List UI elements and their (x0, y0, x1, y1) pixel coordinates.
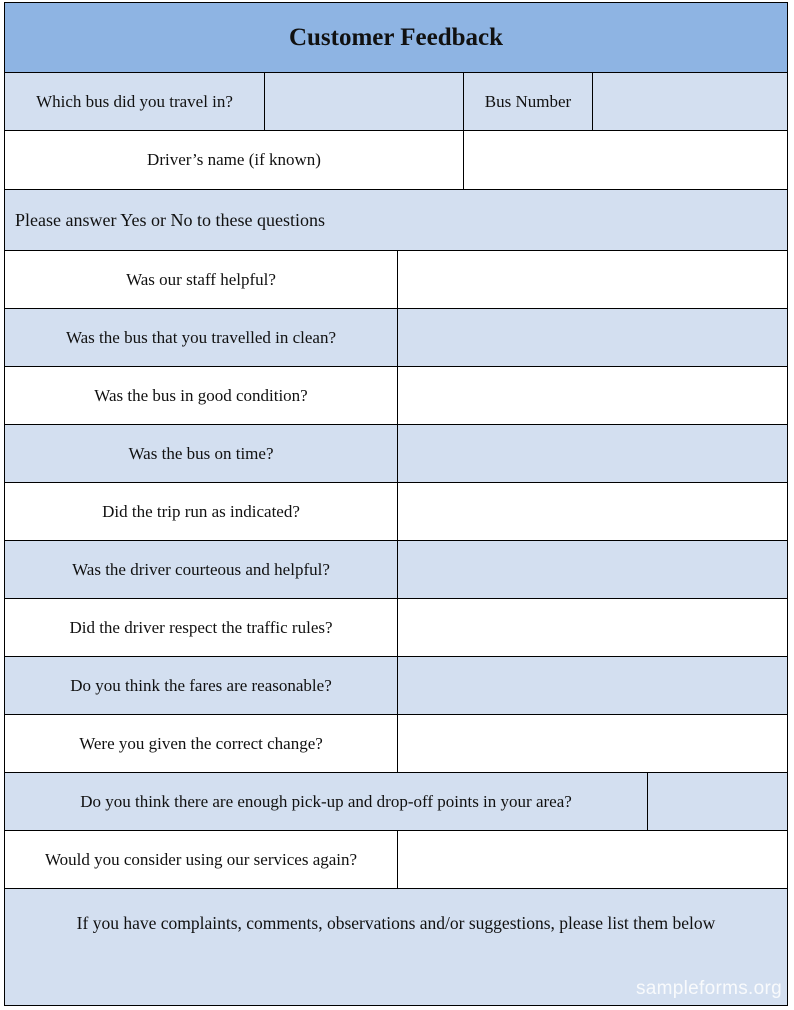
answer-field[interactable] (397, 309, 787, 366)
question-row (5, 773, 787, 831)
driver-name-label: Driver’s name (if known) (147, 150, 321, 169)
question-label: Was the driver courteous and helpful? (72, 559, 330, 579)
question-row (5, 657, 787, 715)
question-row (5, 831, 787, 889)
bus-number-label: Bus Number (463, 73, 592, 130)
question-row (5, 599, 787, 657)
question-label: Was the bus that you travelled in clean? (65, 327, 337, 347)
answer-field[interactable] (397, 831, 787, 888)
question-label: Were you given the correct change? (79, 733, 323, 753)
answer-field[interactable] (397, 657, 787, 714)
instruction-row (5, 190, 787, 251)
bus-row (5, 73, 787, 131)
bus-question-label: Which bus did you travel in? (36, 91, 233, 111)
answer-field[interactable] (397, 715, 787, 772)
question-row (5, 251, 787, 309)
question-label: Would you consider using our services again? (44, 849, 358, 869)
question-label: Was the bus on time? (128, 443, 274, 463)
bus-number-field[interactable] (592, 73, 787, 130)
answer-field[interactable] (397, 599, 787, 656)
question-row (5, 541, 787, 599)
comments-prompt: If you have complaints, comments, observations and/or suggestions, please list them below (76, 913, 716, 933)
question-label: Did the trip run as indicated? (102, 501, 300, 521)
question-label: Do you think there are enough pick-up and drop-off points in your area? (80, 791, 572, 811)
form-title: Customer Feedback (288, 23, 504, 51)
answer-field[interactable] (397, 251, 787, 308)
answer-field[interactable] (397, 367, 787, 424)
question-row (5, 715, 787, 773)
question-label: Do you think the fares are reasonable? (70, 675, 332, 695)
question-label: Was the bus in good condition? (94, 385, 308, 405)
instruction-text: Please answer Yes or No to these questions (15, 209, 325, 230)
question-label: Was our staff helpful? (126, 269, 276, 289)
question-row (5, 367, 787, 425)
answer-field[interactable] (397, 541, 787, 598)
answer-field[interactable] (647, 773, 787, 830)
question-row (5, 425, 787, 483)
question-row (5, 483, 787, 541)
answer-field[interactable] (397, 483, 787, 540)
question-label: Did the driver respect the traffic rules? (69, 617, 333, 637)
driver-row (5, 131, 787, 190)
title-row (5, 3, 787, 73)
watermark: sampleforms.org (636, 978, 782, 999)
driver-name-field[interactable] (463, 131, 787, 189)
bus-answer-field[interactable] (264, 73, 463, 130)
question-row (5, 309, 787, 367)
customer-feedback-form (4, 2, 788, 1006)
answer-field[interactable] (397, 425, 787, 482)
